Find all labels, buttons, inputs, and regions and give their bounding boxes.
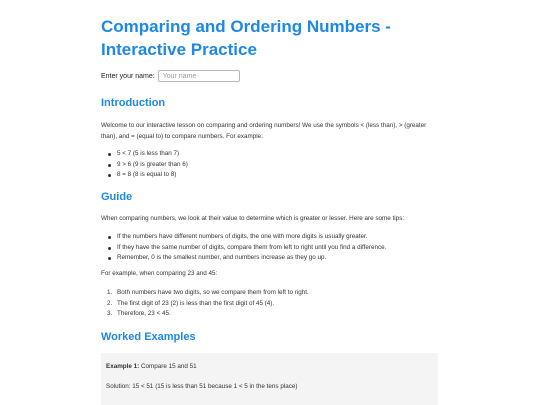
guide-tips-list [101, 232, 386, 264]
worked-examples-heading: Worked Examples [101, 331, 196, 343]
example-solution: Solution: 15 < 51 (15 is less than 51 because 1 < 5 in the tens place) [106, 383, 298, 390]
name-label: Enter your name: [101, 72, 155, 80]
list-item: Remember, 0 is the smallest number, and numbers increase as they go up. [101, 253, 386, 264]
list-item: 9 > 6 (9 is greater than 6) [101, 160, 188, 171]
example-prompt: Compare 15 and 51 [141, 363, 197, 370]
guide-example-intro: For example, when comparing 23 and 45: [101, 270, 218, 277]
list-item: If they have the same number of digits, compare them from left to right until you find a difference. [101, 243, 386, 254]
example-label: Example 1: [106, 363, 140, 370]
guide-text: When comparing numbers, we look at their value to determine which is greater or lesser. Here are some tips: [101, 215, 405, 222]
intro-list [101, 149, 188, 181]
example-title [106, 363, 197, 370]
step-text: The first digit of 23 (2) is less than the first digit of 45 (4). [117, 299, 275, 307]
intro-heading: Introduction [101, 97, 166, 109]
list-item [101, 299, 309, 310]
name-input[interactable] [158, 70, 240, 82]
step-text: Both numbers have two digits, so we compare them from left to right. [117, 289, 309, 296]
list-item [101, 309, 309, 320]
guide-heading: Guide [101, 191, 133, 203]
step-number: 3. [107, 310, 113, 317]
example-card [101, 353, 438, 405]
list-item: 8 = 8 (8 is equal to 8) [101, 170, 188, 181]
list-item: If the numbers have different numbers of digits, the one with more digits is usually greater. [101, 232, 386, 243]
list-item [101, 288, 309, 299]
intro-text: Welcome to our interactive lesson on comparing and ordering numbers! We use the symbols < (less than), > (greater than), and = (equal to) to compare numbers. For example: [101, 122, 427, 140]
guide-steps-list [101, 288, 309, 320]
step-number: 1. [107, 289, 113, 296]
name-form [101, 70, 240, 82]
list-item: 5 < 7 (5 is less than 7) [101, 149, 188, 160]
page-title: Comparing and Ordering Numbers - Interactive Practice [101, 17, 391, 59]
step-number: 2. [107, 299, 113, 307]
step-text: Therefore, 23 < 45. [117, 310, 171, 317]
